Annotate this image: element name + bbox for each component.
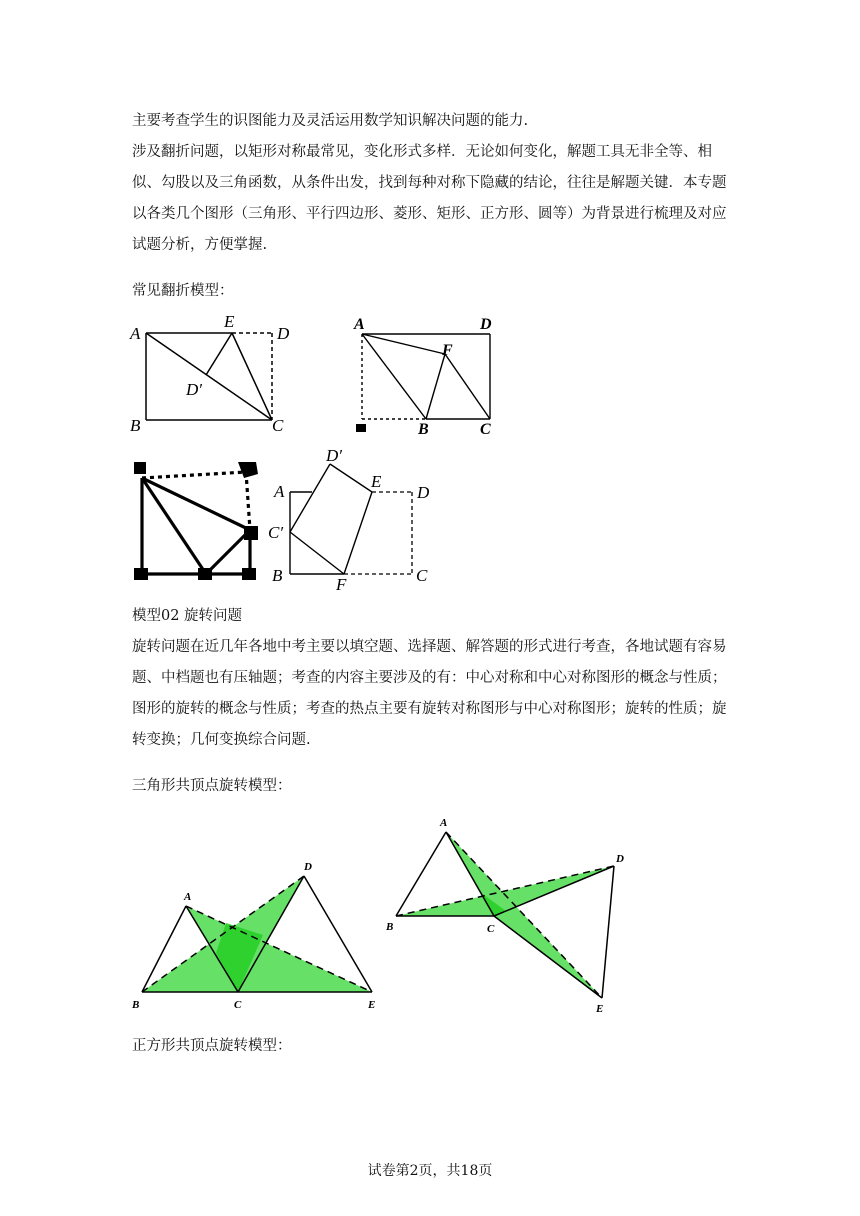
label-A: A xyxy=(354,316,365,333)
paragraph-fold-models-heading: 常见翻折模型： xyxy=(132,283,234,299)
label-C-prime: C′ xyxy=(268,523,284,542)
triangle-rotation-figure-1 xyxy=(128,852,390,1014)
label-E: E xyxy=(224,312,235,331)
paragraph-square-rotation-heading: 正方形共顶点旋转模型： xyxy=(132,1038,292,1054)
label-D-prime: D′ xyxy=(186,380,202,399)
fold-figure-2 xyxy=(352,312,502,436)
label-B: B xyxy=(130,416,141,435)
label-D: D xyxy=(417,483,430,502)
label-C: C xyxy=(416,566,428,585)
label-D: D xyxy=(480,316,492,333)
label-D-prime: D′ xyxy=(326,446,342,465)
paragraph-fold-description: 涉及翻折问题，以矩形对称最常见，变化形式多样．无论如何变化，解题工具无非全等、相似、勾股以及三角函数，从条件出发，找到每种对称下隐藏的结论，往往是解题关键．本专题以各类几个图形（三角形、平行四边形、菱形、矩形、正方形、圆等）为背景进行梳理及对应试题分析，方便掌握. xyxy=(132,144,727,253)
label-A: A xyxy=(440,817,448,829)
triangle-rotation-figure-2 xyxy=(384,812,634,1018)
label-C: C xyxy=(480,421,491,436)
label-B: B xyxy=(132,999,140,1011)
fold-figure-3 xyxy=(128,456,270,582)
page-footer: 试卷第2页，共18页 xyxy=(367,1163,493,1179)
label-D: D xyxy=(304,861,312,873)
section-heading-rotation: 模型02 旋转问题 xyxy=(132,608,243,624)
label-F: F xyxy=(336,575,347,592)
fold-figure-4 xyxy=(266,444,442,592)
label-C: C xyxy=(234,999,242,1011)
label-C: C xyxy=(487,923,495,935)
paragraph-triangle-rotation-heading: 三角形共顶点旋转模型： xyxy=(132,778,292,794)
label-A: A xyxy=(130,324,141,343)
label-E: E xyxy=(596,1003,604,1015)
paragraph-rotation-description: 旋转问题在近几年各地中考主要以填空题、选择题、解答题的形式进行考查，各地试题有容易题、中档题也有压轴题；考查的内容主要涉及的有：中心对称和中心对称图形的概念与性质；图形的旋转的概念与性质；考查的热点主要有旋转对称图形与中心对称图形；旋转的性质；旋转变换；几何变换综合问题. xyxy=(132,639,727,748)
label-D: D xyxy=(616,853,624,865)
label-E: E xyxy=(371,472,382,491)
label-A: A xyxy=(274,482,285,501)
label-F: F xyxy=(442,342,453,359)
label-C: C xyxy=(272,416,284,435)
label-D: D xyxy=(277,324,290,343)
fold-figure-1 xyxy=(128,312,300,438)
label-B: B xyxy=(418,421,429,436)
label-E: E xyxy=(368,999,376,1011)
label-B: B xyxy=(272,566,283,585)
paragraph-intro: 主要考查学生的识图能力及灵活运用数学知识解决问题的能力. xyxy=(132,113,529,129)
label-B: B xyxy=(386,921,394,933)
label-A: A xyxy=(184,891,192,903)
